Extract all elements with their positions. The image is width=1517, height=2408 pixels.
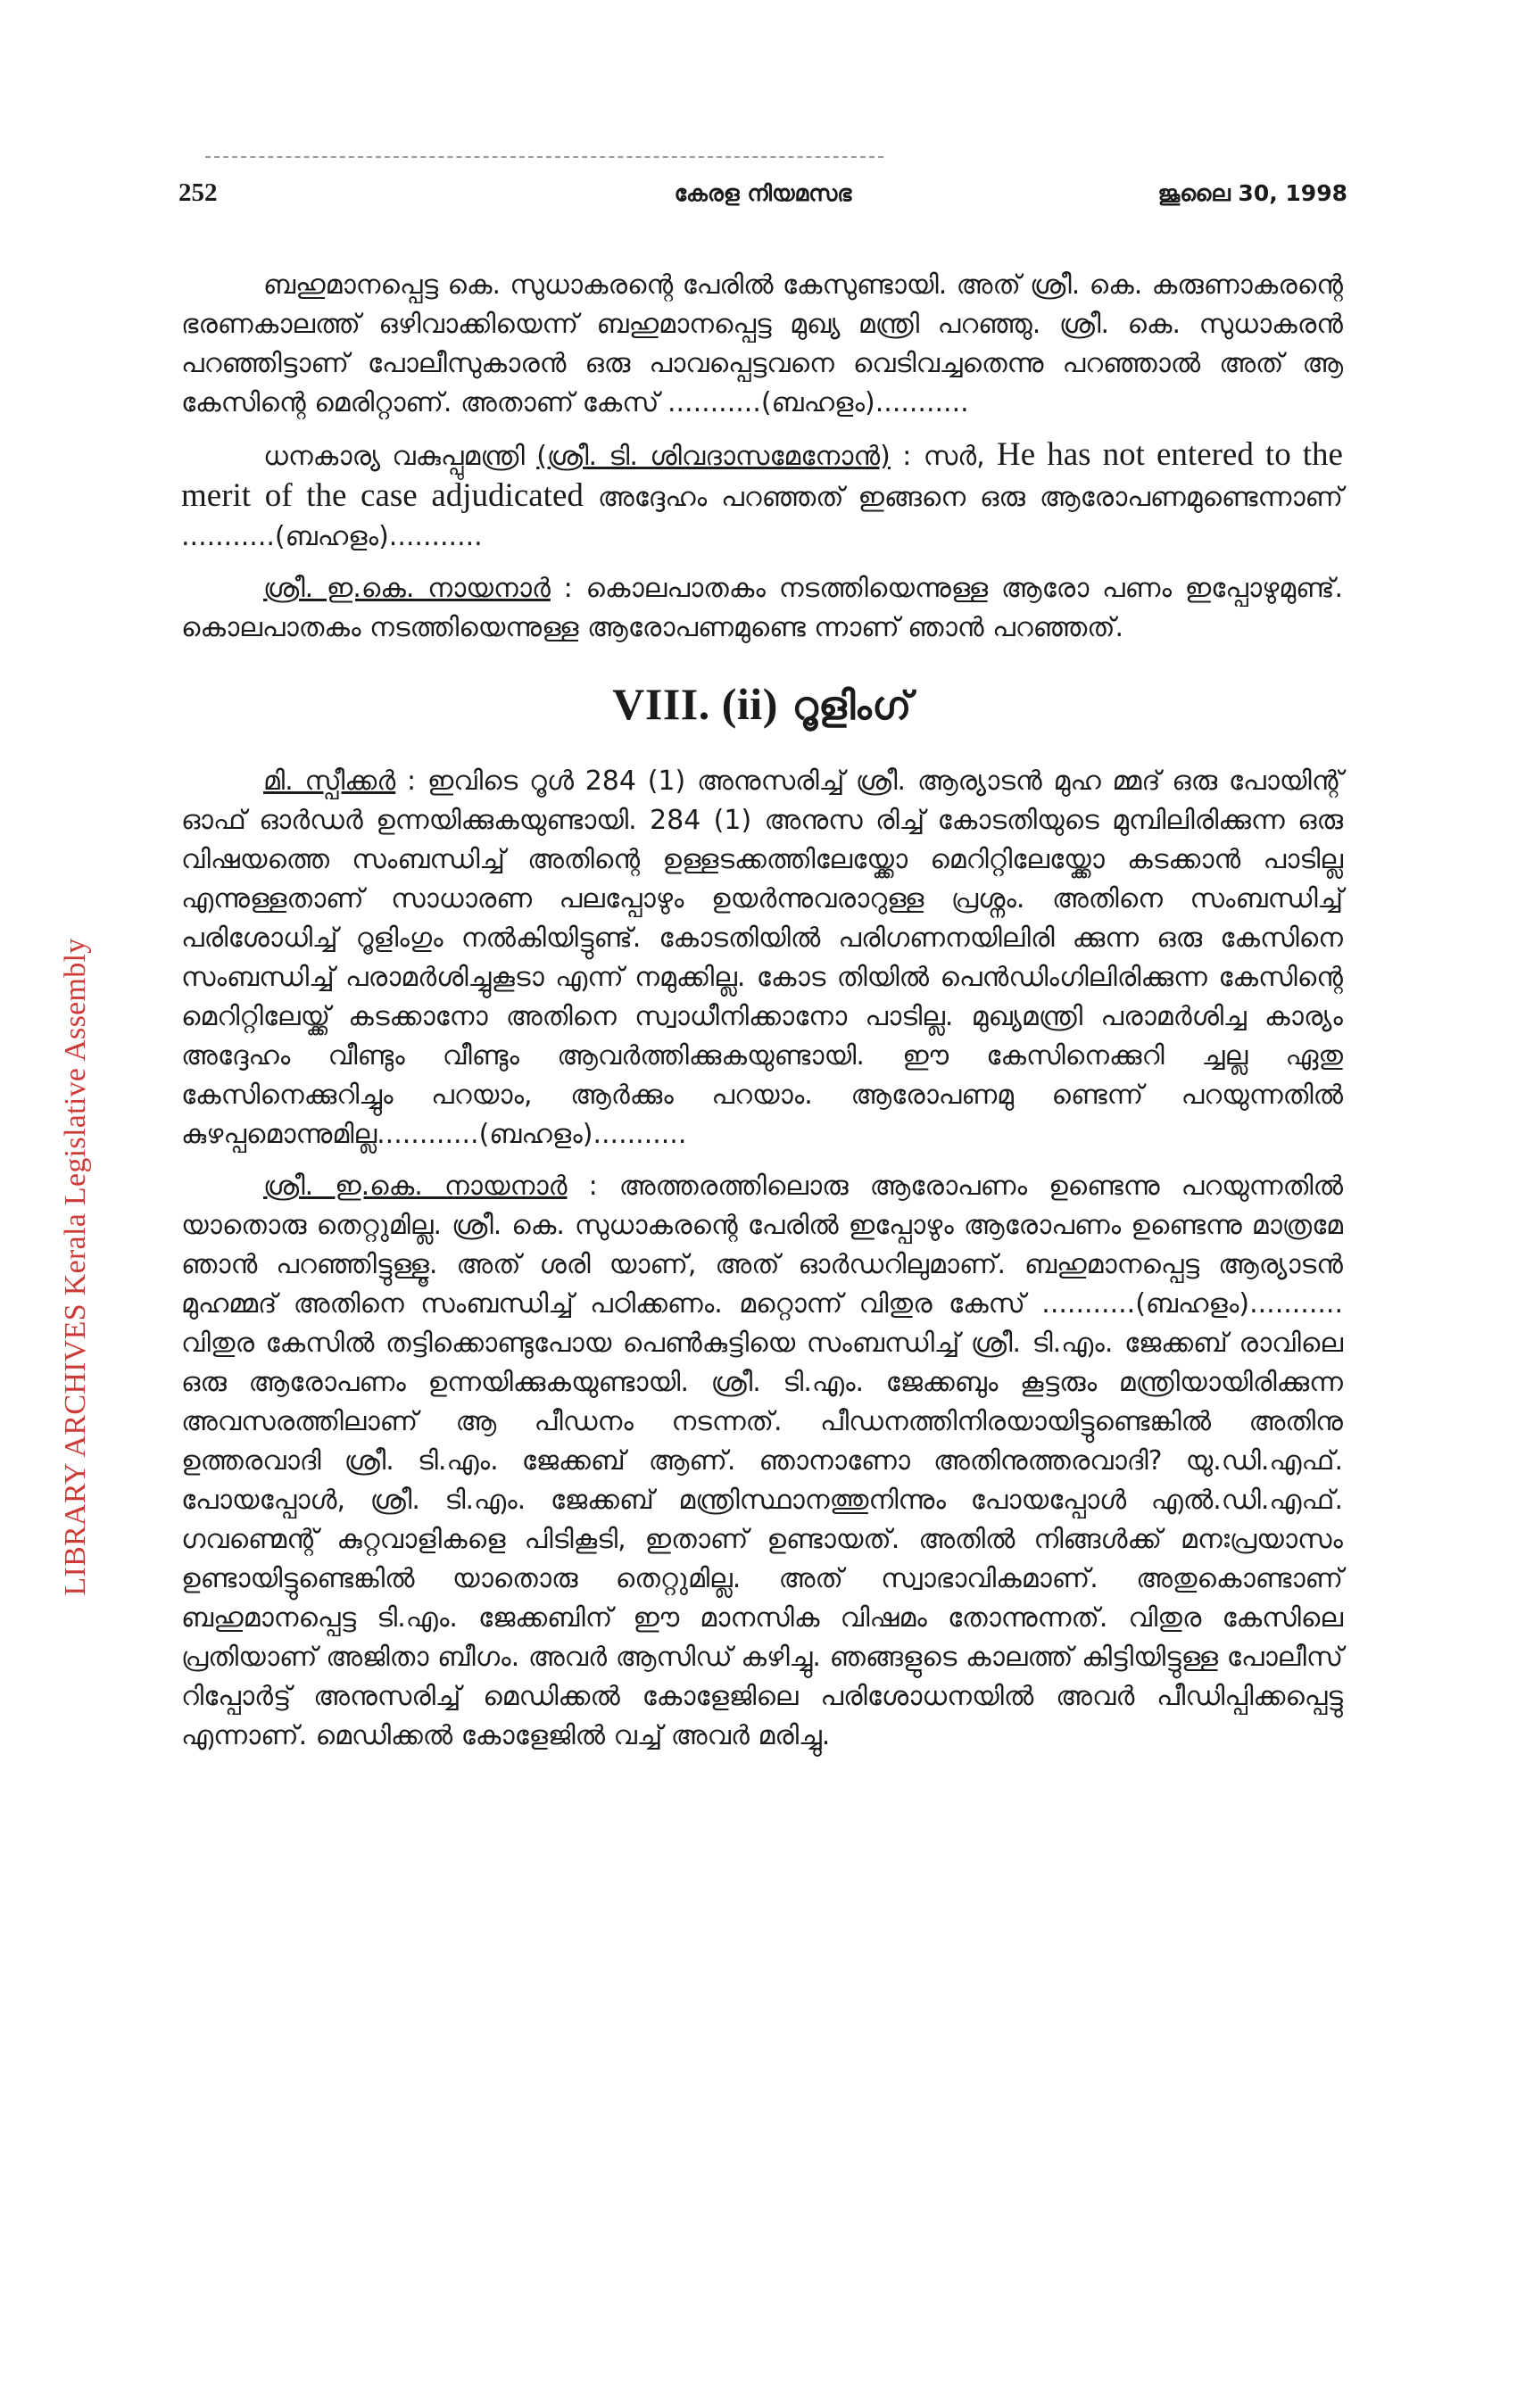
section-heading bbox=[181, 678, 1343, 730]
section-number: VIII. (ii) bbox=[612, 679, 778, 729]
page-body bbox=[181, 266, 1343, 1768]
speaker-name: മി. സ്പീക്കർ bbox=[263, 765, 396, 797]
page-header bbox=[178, 178, 1347, 214]
paragraph-lead: സർ, bbox=[923, 441, 998, 472]
archive-watermark: LIBRARY ARCHIVES Kerala Legislative Assembly bbox=[59, 938, 92, 1596]
paragraph-1: ബഹുമാനപ്പെട്ട കെ. സുധാകരന്റെ പേരിൽ കേസുണ്ടായി. അത് ശ്രീ. കെ. കരുണാകരന്റെ ഭരണകാലത്ത് ഒഴിവാക്കിയെന്ന് ബഹുമാനപ്പെട്ട മുഖ്യ മന്ത്രി പറഞ്ഞു. ശ്രീ. കെ. സുധാകരൻ പറഞ്ഞിട്ടാണ് പോലീസുകാരൻ ഒരു പാവപ്പെട്ടവനെ വെടിവച്ചതെന്നു പറഞ്ഞാൽ അത് ആ കേസിന്റെ മെരിറ്റാണ്. അതാണ് കേസ് ...........(ബഹളം)........... bbox=[181, 269, 1343, 418]
speaker-role: ധനകാര്യ വകുപ്പുമന്ത്രി bbox=[263, 441, 525, 472]
page-number: 252 bbox=[178, 178, 218, 207]
page-date: ജൂലൈ 30, 1998 bbox=[1157, 180, 1347, 206]
section-title: റൂളിംഗ് bbox=[777, 683, 912, 729]
paragraph-3 bbox=[181, 569, 1343, 648]
speaker-name: (ശ്രീ. ടി. ശിവദാസമേനോൻ) bbox=[536, 441, 891, 472]
header-rule bbox=[205, 156, 883, 158]
paragraph-2 bbox=[181, 435, 1343, 557]
english-quote: He has not entered to the merit of the case adjudicated bbox=[181, 436, 1343, 514]
paragraph-text: : ഇവിടെ റൂൾ 284 (1) അനുസരിച്ച് ശ്രീ. ആര്യാടൻ മുഹ മ്മദ് ഒരു പോയിന്റ് ഓഫ് ഓർഡർ ഉന്നയിക്കുകയുണ്ടായി. 284 (1) അനുസ രിച്ച് കോടതിയുടെ മുമ്പിലിരിക്കുന്ന ഒരു വിഷയത്തെ സംബന്ധിച്ച് അതിന്റെ ഉള്ളടക്കത്തിലേയ്ക്കോ മെറിറ്റിലേയ്ക്കോ കടക്കാൻ പാടില്ല എന്നുള്ളതാണ് സാധാരണ പലപ്പോഴും ഉയർന്നുവരാറുള്ള പ്രശ്നം. അതിനെ സംബന്ധിച്ച് പരിശോധിച്ച് റൂളിംഗും നൽകിയിട്ടുണ്ട്. കോടതിയിൽ പരിഗണനയിലിരി ക്കുന്ന ഒരു കേസിനെ സംബന്ധിച്ച് പരാമർശിച്ചുകൂടാ എന്ന് നമുക്കില്ല. കോട തിയിൽ പെൻഡിംഗിലിരിക്കുന്ന കേസിന്റെ മെറിറ്റിലേയ്ക്ക് കടക്കാനോ അതിനെ സ്വാധീനിക്കാനോ പാടില്ല. മുഖ്യമന്ത്രി പരാമർശിച്ച കാര്യം അദ്ദേഹം വീണ്ടും വീണ്ടും ആവർത്തിക്കുകയുണ്ടായി. ഈ കേസിനെക്കുറി ച്ചല്ല ഏതു കേസിനെക്കുറിച്ചും പറയാം, ആർക്കും പറയാം. ആരോപണമു ണ്ടെന്ന് പറയുന്നതിൽ കുഴപ്പമൊന്നുമില്ല............(ബഹളം)........... bbox=[181, 765, 1343, 1150]
paragraph-text: : കൊലപാതകം നടത്തിയെന്നുള്ള ആരോ പണം ഇപ്പോഴുമുണ്ട്. കൊലപാതകം നടത്തിയെന്നുള്ള ആരോപണമുണ്ടെ ന്നാണ് ഞാൻ പറഞ്ഞത്. bbox=[181, 573, 1343, 643]
speaker-name: ശ്രീ. ഇ.കെ. നായനാർ bbox=[263, 1171, 568, 1202]
paragraph-text: അദ്ദേഹം പറഞ്ഞത് ഇങ്ങനെ ഒരു ആരോപണമുണ്ടെന്നാണ് ...........(ബഹളം)........... bbox=[181, 482, 1343, 552]
paragraph-4 bbox=[181, 762, 1343, 1154]
running-title: കേരള നിയമസഭ bbox=[674, 180, 852, 206]
speaker-name: ശ്രീ. ഇ.കെ. നായനാർ bbox=[263, 573, 551, 604]
separator: : bbox=[890, 441, 924, 472]
paragraph-5 bbox=[181, 1167, 1343, 1756]
paragraph-text: : അത്തരത്തിലൊരു ആരോപണം ഉണ്ടെന്നു പറയുന്നതിൽ യാതൊരു തെറ്റുമില്ല. ശ്രീ. കെ. സുധാകരന്റെ പേരിൽ ഇപ്പോഴും ആരോപണം ഉണ്ടെന്നു മാത്രമേ ഞാൻ പറഞ്ഞിട്ടുള്ളൂ. അത് ശരി യാണ്, അത് ഓർഡറിലുമാണ്. ബഹുമാനപ്പെട്ട ആര്യാടൻ മുഹമ്മദ് അതിനെ സംബന്ധിച്ച് പഠിക്കണം. മറ്റൊന്ന് വിതുര കേസ് ...........(ബഹളം)........... വിതുര കേസിൽ തട്ടിക്കൊണ്ടുപോയ പെൺകുട്ടിയെ സംബന്ധിച്ച് ശ്രീ. ടി.എം. ജേക്കബ് രാവിലെ ഒരു ആരോപണം ഉന്നയിക്കുകയുണ്ടായി. ശ്രീ. ടി.എം. ജേക്കബും കൂട്ടരും മന്ത്രിയായിരിക്കുന്ന അവസരത്തിലാണ് ആ പീഡനം നടന്നത്. പീഡനത്തിനിരയായിട്ടുണ്ടെങ്കിൽ അതിനു ഉത്തരവാദി ശ്രീ. ടി.എം. ജേക്കബ് ആണ്. ഞാനാണോ അതിനുത്തരവാദി? യു.ഡി.എഫ്. പോയപ്പോൾ, ശ്രീ. ടി.എം. ജേക്കബ് മന്ത്രിസ്ഥാനത്തുനിന്നും പോയപ്പോൾ എൽ.ഡി.എഫ്. ഗവണ്മെന്റ് കുറ്റവാളികളെ പിടികൂടി, ഇതാണ് ഉണ്ടായത്. അതിൽ നിങ്ങൾക്ക് മനഃപ്രയാസം ഉണ്ടായിട്ടുണ്ടെങ്കിൽ യാതൊരു തെറ്റുമില്ല. അത് സ്വാഭാവികമാണ്. അതുകൊണ്ടാണ് ബഹുമാനപ്പെട്ട ടി.എം. ജേക്കബിന് ഈ മാനസിക വിഷമം തോന്നുന്നത്. വിതുര കേസിലെ പ്രതിയാണ് അജിതാ ബീഗം. അവർ ആസിഡ് കഴിച്ചു. ഞങ്ങളുടെ കാലത്ത് കിട്ടിയിട്ടുള്ള പോലീസ് റിപ്പോർട്ട് അനുസരിച്ച് മെഡിക്കൽ കോളേജിലെ പരിശോധനയിൽ അവർ പീഡിപ്പിക്കപ്പെട്ടു എന്നാണ്. മെഡിക്കൽ കോളേജിൽ വച്ച് അവർ മരിച്ചു. bbox=[181, 1171, 1343, 1751]
